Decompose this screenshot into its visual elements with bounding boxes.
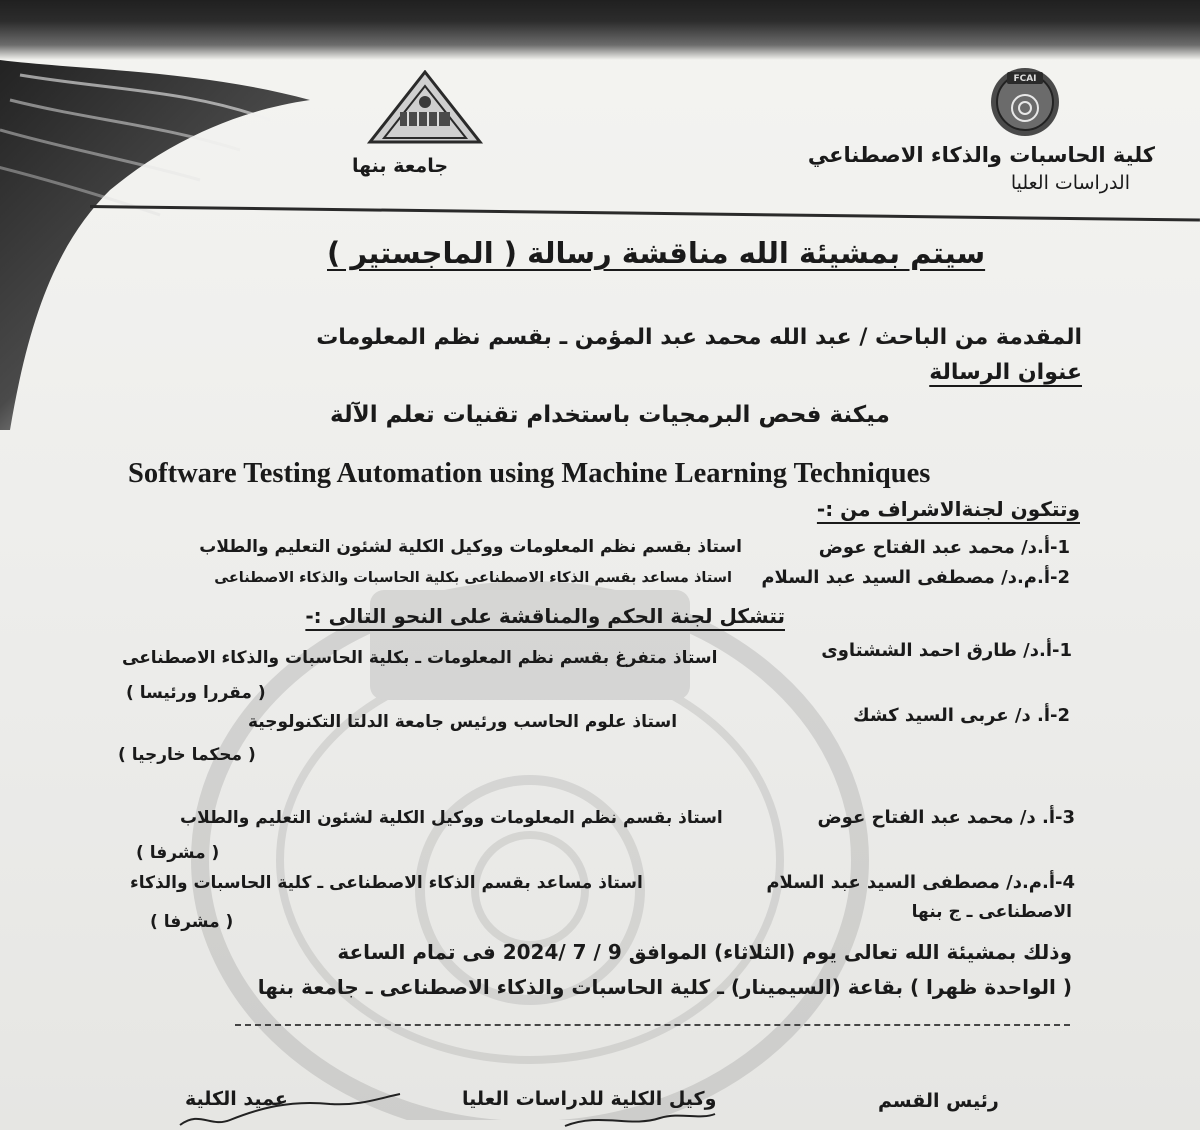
university-logo-icon [360,70,490,160]
university-name: جامعة بنها [352,155,449,177]
thesis-title-arabic: ميكنة فحص البرمجيات باستخدام تقنيات تعلم الآلة [330,402,890,428]
researcher-line: المقدمة من الباحث / عبد الله محمد عبد المؤمن ـ بقسم نظم المعلومات [316,325,1082,350]
dashed-divider [235,1024,1070,1026]
committee-member-name: 1-أ.د/ طارق احمد الششتاوى [821,640,1072,661]
faculty-name: كلية الحاسبات والذكاء الاصطناعي [807,143,1155,167]
signature-dean: عميد الكلية [185,1088,288,1110]
committee-member-status: ( مقررا ورئيسا ) [126,683,266,703]
thesis-title-english: Software Testing Automation using Machine Learning Techniques [128,458,931,489]
faculty-seal-icon [985,60,1065,140]
department-name: الدراسات العليا [1010,172,1130,194]
committee-member-name: 4-أ.م.د/ مصطفى السيد عبد السلام [766,872,1075,893]
committee-member-status: ( مشرفا ) [136,843,220,863]
document-title: سيتم بمشيئة الله مناقشة رسالة ( الماجستير ) [327,236,986,270]
committee-member-role: استاذ بقسم نظم المعلومات ووكيل الكلية لشئون التعليم والطلاب [180,808,723,828]
committee-member-role: استاذ متفرغ بقسم نظم المعلومات ـ بكلية الحاسبات والذكاء الاصطناعى [122,648,718,668]
signature-vice-dean: وكيل الكلية للدراسات العليا [462,1088,717,1110]
committee-member-name: 3-أ. د/ محمد عبد الفتاح عوض [817,807,1075,828]
committee-member-role-cont: الاصطناعى ـ ج بنها [911,902,1072,922]
committee-heading: تتشكل لجنة الحكم والمناقشة على النحو التالى :- [305,604,785,628]
committee-member-status: ( مشرفا ) [150,912,234,932]
supervisor-role: استاذ مساعد بقسم الذكاء الاصطناعى بكلية الحاسبات والذكاء الاصطناعى [214,570,732,586]
schedule-line-2: ( الواحدة ظهرا ) بقاعة (السيمينار) ـ كلية الحاسبات والذكاء الاصطناعى ـ جامعة بنها [257,975,1072,999]
thesis-title-label: عنوان الرسالة [929,360,1082,385]
supervision-heading: وتتكون لجنةالاشراف من :- [816,497,1080,521]
signature-head-of-department: رئيس القسم [878,1090,999,1112]
dean-signature-scribble [170,1090,410,1130]
supervisor-name: 1-أ.د/ محمد عبد الفتاح عوض [818,537,1070,558]
committee-member-role: استاذ مساعد بقسم الذكاء الاصطناعى ـ كلية الحاسبات والذكاء [130,873,643,893]
supervisor-role: استاذ بقسم نظم المعلومات ووكيل الكلية لشئون التعليم والطلاب [199,537,742,557]
vice-dean-signature-scribble [560,1108,720,1130]
decorative-swoosh [0,30,320,450]
watermark-seal [150,560,910,1120]
committee-member-role: استاذ علوم الحاسب ورئيس جامعة الدلتا التكنولوجية [248,712,678,732]
committee-member-name: 2-أ. د/ عربى السيد كشك [853,705,1070,726]
svg-text:FCAI: FCAI [1013,74,1037,84]
supervisor-name: 2-أ.م.د/ مصطفى السيد عبد السلام [761,567,1070,588]
schedule-line-1: وذلك بمشيئة الله تعالى يوم (الثلاثاء) الموافق 9 / 7 /2024 فى تمام الساعة [337,940,1072,964]
committee-member-status: ( محكما خارجيا ) [118,745,256,765]
